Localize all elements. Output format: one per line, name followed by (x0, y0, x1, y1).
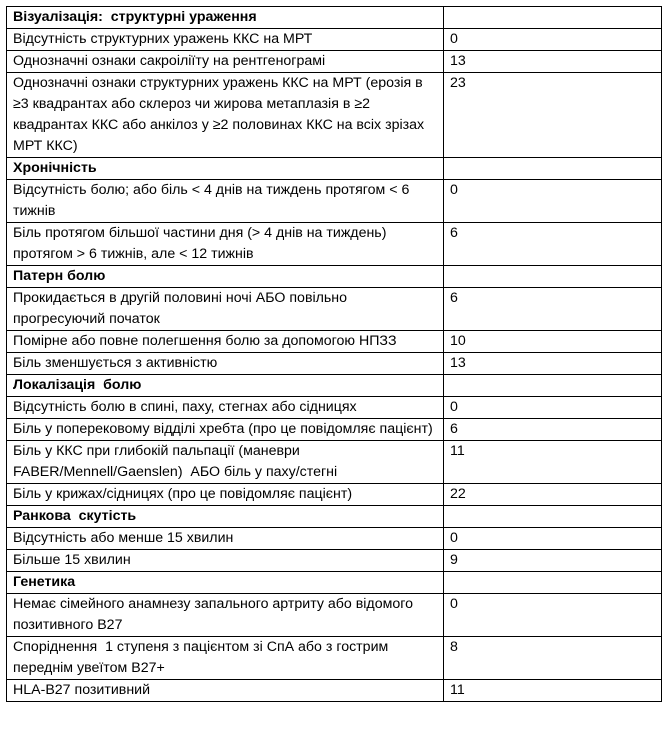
points-cell (444, 506, 662, 528)
criterion-row (7, 353, 662, 375)
criterion-row (7, 680, 662, 702)
criterion-label: Біль у ККС при глибокій пальпації (маневри FABER/Mennell/Gaenslen) АБО біль у паху/стегні (7, 441, 444, 484)
criterion-row (7, 637, 662, 680)
criterion-row (7, 550, 662, 572)
criterion-label: Відсутність болю в спині, паху, стегнах або сідницях (7, 397, 444, 419)
criterion-label: Споріднення 1 ступеня з пацієнтом зі СпА або з гострим переднім увеїтом B27+ (7, 637, 444, 680)
points-cell (444, 266, 662, 288)
criterion-row (7, 223, 662, 266)
points-cell: 8 (444, 637, 662, 680)
points-cell: 6 (444, 419, 662, 441)
criterion-label: Однозначні ознаки сакроіліїту на рентгенограмі (7, 51, 444, 73)
criterion-label: Помірне або повне полегшення болю за допомогою НПЗЗ (7, 331, 444, 353)
score-table-body (7, 7, 662, 702)
points-cell: 6 (444, 288, 662, 331)
criterion-label: Відсутність структурних уражень ККС на МРТ (7, 29, 444, 51)
criterion-row (7, 484, 662, 506)
section-row (7, 375, 662, 397)
points-cell: 22 (444, 484, 662, 506)
points-cell: 0 (444, 397, 662, 419)
criterion-label: Однозначні ознаки структурних уражень ККС на МРТ (ерозія в ≥3 квадрантах або склероз чи жирова метаплазія в ≥2 квадрантах ККС або анкілоз у ≥2 половинах ККС на всіх зрізах МРТ ККС) (7, 73, 444, 158)
criterion-label: Біль зменшується з активністю (7, 353, 444, 375)
points-cell: 13 (444, 353, 662, 375)
section-heading: Візуалізація: структурні ураження (7, 7, 444, 29)
points-cell: 13 (444, 51, 662, 73)
criterion-row (7, 180, 662, 223)
section-heading: Патерн болю (7, 266, 444, 288)
points-cell: 6 (444, 223, 662, 266)
points-cell (444, 572, 662, 594)
criterion-label: Немає сімейного анамнезу запального артриту або відомого позитивного B27 (7, 594, 444, 637)
criterion-label: Біль у поперековому відділі хребта (про це повідомляє пацієнт) (7, 419, 444, 441)
section-row (7, 266, 662, 288)
criterion-label: HLA-B27 позитивний (7, 680, 444, 702)
criterion-row (7, 29, 662, 51)
section-row (7, 506, 662, 528)
section-row (7, 572, 662, 594)
criterion-label: Прокидається в другій половині ночі АБО повільно прогресуючий початок (7, 288, 444, 331)
section-heading: Генетика (7, 572, 444, 594)
criterion-label: Більше 15 хвилин (7, 550, 444, 572)
points-cell: 9 (444, 550, 662, 572)
section-heading: Локалізація болю (7, 375, 444, 397)
criterion-label: Біль у крижах/сідницях (про це повідомляє пацієнт) (7, 484, 444, 506)
criterion-label: Біль протягом більшої частини дня (> 4 днів на тиждень) протягом > 6 тижнів, але < 12 тижнів (7, 223, 444, 266)
section-heading: Ранкова скутість (7, 506, 444, 528)
criterion-row (7, 73, 662, 158)
points-cell (444, 7, 662, 29)
criterion-row (7, 441, 662, 484)
points-cell: 0 (444, 180, 662, 223)
criterion-row (7, 331, 662, 353)
criterion-row (7, 51, 662, 73)
criterion-row (7, 288, 662, 331)
points-cell: 11 (444, 441, 662, 484)
points-cell (444, 375, 662, 397)
criterion-row (7, 594, 662, 637)
points-cell: 0 (444, 528, 662, 550)
section-row (7, 7, 662, 29)
points-cell: 23 (444, 73, 662, 158)
points-cell: 10 (444, 331, 662, 353)
points-cell (444, 158, 662, 180)
criterion-label: Відсутність болю; або біль < 4 днів на тиждень протягом < 6 тижнів (7, 180, 444, 223)
criterion-row (7, 528, 662, 550)
section-row (7, 158, 662, 180)
points-cell: 0 (444, 594, 662, 637)
score-table (6, 6, 662, 702)
points-cell: 0 (444, 29, 662, 51)
criterion-row (7, 419, 662, 441)
criterion-row (7, 397, 662, 419)
points-cell: 11 (444, 680, 662, 702)
section-heading: Хронічність (7, 158, 444, 180)
criterion-label: Відсутність або менше 15 хвилин (7, 528, 444, 550)
